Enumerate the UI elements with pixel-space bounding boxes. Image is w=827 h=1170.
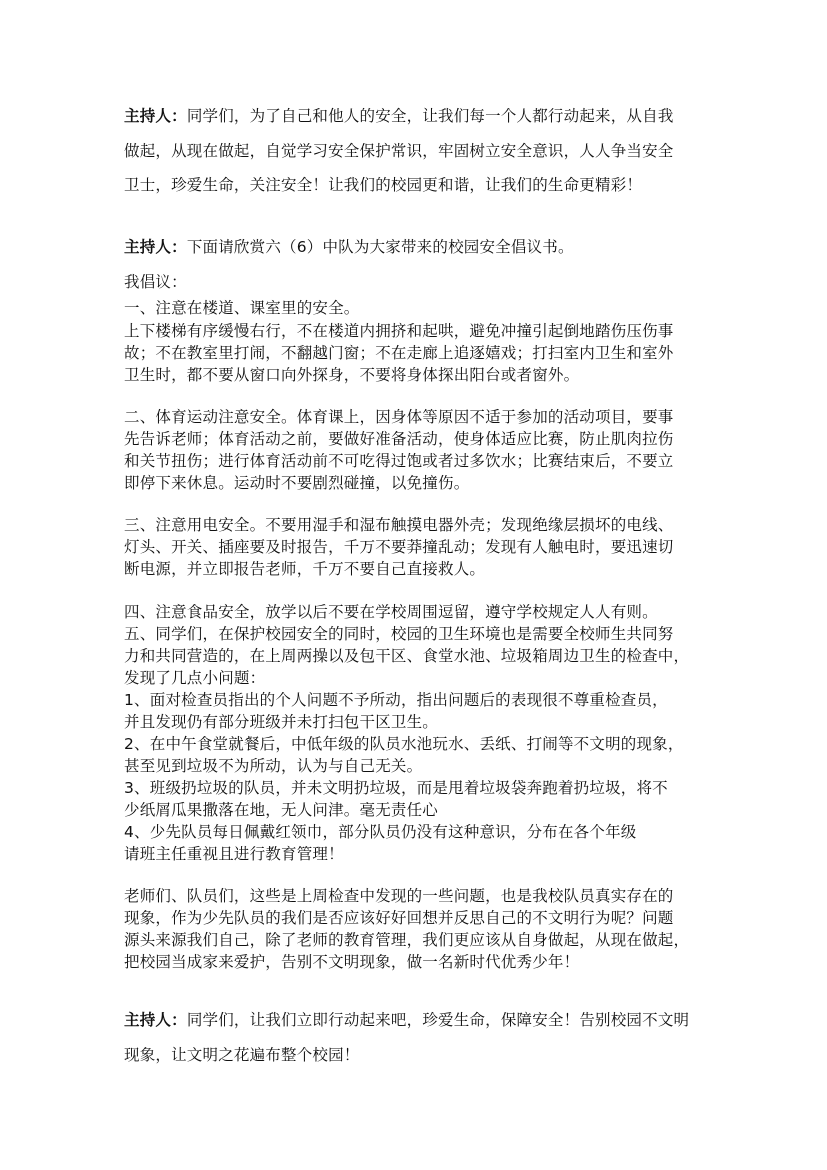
proposal-item-title: 一、注意在楼道、课室里的安全。 xyxy=(124,299,360,317)
host-paragraph-line: 卫士，珍爱生命，关注安全！让我们的校园更和谐，让我们的生命更精彩！ xyxy=(124,176,643,194)
proposal-item-line: 上下楼梯有序缓慢右行，不在楼道内拥挤和起哄，避免冲撞引起倒地踏伤压伤事 xyxy=(124,322,674,340)
proposal-item-line: 四、注意食品安全，放学以后不要在学校周围逗留，遵守学校规定人人有则。 xyxy=(124,603,658,621)
host-label: 主持人： xyxy=(124,107,187,125)
proposal-heading: 我倡议： xyxy=(124,273,187,291)
proposal-item-line: 1、面对检查员指出的个人问题不予所动，指出问题后的表现很不尊重检查员， xyxy=(124,691,668,709)
host-final-line: 主持人：同学们，让我们立即行动起来吧，珍爱生命，保障安全！告别校园不文明 xyxy=(124,1011,690,1029)
proposal-item-line: 和关节扭伤；进行体育活动前不可吃得过饱或者过多饮水；比赛结束后，不要立 xyxy=(124,452,674,470)
proposal-item-line: 故；不在教室里打闹，不翻越门窗；不在走廊上追逐嬉戏；打扫室内卫生和室外 xyxy=(124,344,674,362)
proposal-item-line: 灯头、开关、插座要及时报告，千万不要莽撞乱动；发现有人触电时，要迅速切 xyxy=(124,538,674,556)
closing-paragraph-line: 老师们、队员们，这些是上周检查中发现的一些问题，也是我校队员真实存在的 xyxy=(124,887,674,905)
proposal-item-line: 4、少先队员每日佩戴红领巾，部分队员仍没有这种意识，分布在各个年级 xyxy=(124,823,637,841)
proposal-item-line: 先告诉老师；体育活动之前，要做好准备活动，使身体适应比赛，防止肌肉拉伤 xyxy=(124,430,674,448)
host-paragraph-line: 主持人：同学们，为了自己和他人的安全，让我们每一个人都行动起来，从自我 xyxy=(124,107,674,125)
proposal-item-line: 并且发现仍有部分班级并未打扫包干区卫生。 xyxy=(124,713,439,731)
host-label: 主持人： xyxy=(124,238,187,256)
proposal-item-line: 少纸屑瓜果撒落在地，无人问津。毫无责任心 xyxy=(124,801,439,819)
proposal-item-line: 3、班级扔垃圾的队员，并未文明扔垃圾，而是甩着垃圾袋奔跑着扔垃圾，将不 xyxy=(124,779,668,797)
proposal-item-line: 二、体育运动注意安全。体育课上，因身体等原因不适于参加的活动项目，要事 xyxy=(124,408,674,426)
proposal-item-line: 发现了几点小问题： xyxy=(124,669,266,687)
proposal-item-line: 甚至见到垃圾不为所动，认为与自己无关。 xyxy=(124,757,423,775)
closing-paragraph-line: 源头来源我们自己，除了老师的教育管理，我们更应该从自身做起，从现在做起， xyxy=(124,931,690,949)
proposal-item-line: 即停下来休息。运动时不要剧烈碰撞，以免撞伤。 xyxy=(124,474,470,492)
host-label: 主持人： xyxy=(124,1011,187,1029)
proposal-item-line: 力和共同营造的，在上周两操以及包干区、食堂水池、垃圾箱周边卫生的检查中， xyxy=(124,647,690,665)
host-announcement: 主持人：下面请欣赏六（6）中队为大家带来的校园安全倡议书。 xyxy=(124,238,574,256)
host-paragraph-line: 做起，从现在做起，自觉学习安全保护常识，牢固树立安全意识，人人争当安全 xyxy=(124,142,674,160)
proposal-item-line: 卫生时，都不要从窗口向外探身，不要将身体探出阳台或者窗外。 xyxy=(124,366,580,384)
proposal-item-line: 五、同学们，在保护校园安全的同时，校园的卫生环境也是需要全校师生共同努 xyxy=(124,625,674,643)
closing-paragraph-line: 把校园当成家来爱护，告别不文明现象，做一名新时代优秀少年！ xyxy=(124,953,580,971)
proposal-item-line: 2、在中午食堂就餐后，中低年级的队员水池玩水、丢纸、打闹等不文明的现象， xyxy=(124,735,684,753)
proposal-item-line: 断电源，并立即报告老师，千万不要自己直接救人。 xyxy=(124,560,486,578)
host-final-line: 现象，让文明之花遍布整个校园！ xyxy=(124,1046,360,1064)
proposal-item-line: 三、注意用电安全。不要用湿手和湿布触摸电器外壳；发现绝缘层损坏的电线、 xyxy=(124,516,674,534)
closing-paragraph-line: 现象，作为少先队员的我们是否应该好好回想并反思自己的不文明行为呢？问题 xyxy=(124,909,674,927)
proposal-item-line: 请班主任重视且进行教育管理！ xyxy=(124,845,344,863)
